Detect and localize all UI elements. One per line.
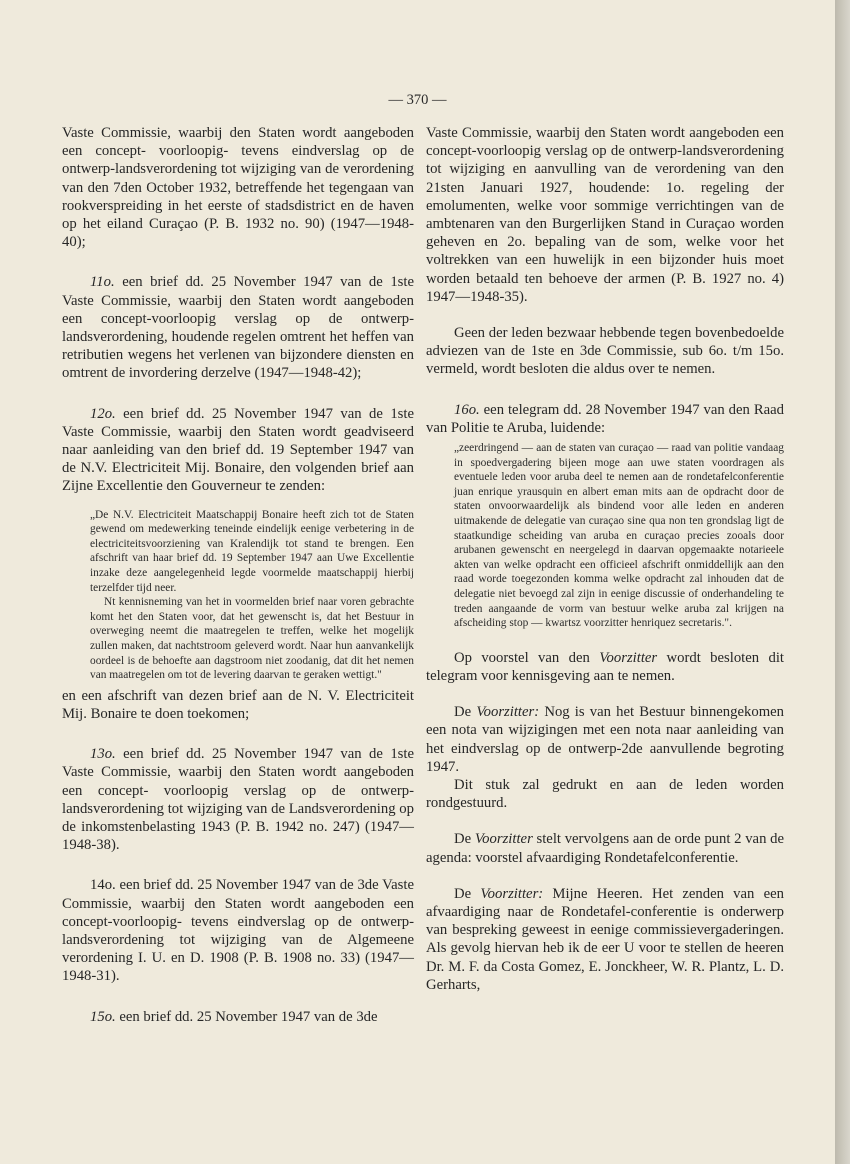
- left-column: [62, 124, 414, 1026]
- page-edge-shadow: [835, 0, 850, 1164]
- page-number: — 370 —: [388, 92, 447, 108]
- item-text: een brief dd. 25 November 1947 van de 1ste Vaste Commissie, waarbij den Staten wordt aangeboden een concept- voorloopig verslag op de ontwerp-landsverordening tot wijziging van de Landsverordening op de inkomstenbelasting 1943 (P. B. 1942 no. 247) (1947—1948-38).: [62, 746, 414, 854]
- item-number: 16o.: [454, 401, 480, 418]
- item-16: [426, 401, 784, 437]
- quoted-letter: [90, 508, 414, 683]
- item-text: een brief dd. 25 November 1947 van de 1ste Vaste Commissie, waarbij den Staten wordt geadviseerd naar aanleiding van den brief dd. 19 September 1947 van de N.V. Electriciteit Mij. Bonaire, den volgenden brief aan Zijne Excellentie den Gouverneur te zenden:: [62, 405, 414, 495]
- item-15: [62, 1008, 414, 1026]
- text-run: wordt besloten dit telegram voor kennisgeving aan te nemen.: [426, 649, 785, 684]
- text-run: Mijne Heeren. Het zenden van een afvaardiging naar de Rondetafel-conferentie is onderwerp van bespreking geweest in eenige commissievergaderingen. Als gevolg hiervan heb ik de eer U voor te stellen de heeren Dr. M. F. da Costa Gomez, E. Jonckheer, W. R. Plantz, L. D. Gerharts,: [426, 885, 784, 993]
- text-run: De: [454, 831, 475, 848]
- speaker-name: Voorzitter:: [480, 885, 544, 902]
- quote-paragraph-2: Nt kennisneming van het in voormelden brief naar voren gebrachte komt het den Staten voor, dat het gewenscht is, dat het Bestuur in overweging neemt die maatregelen te treffen, welke het mogelijk zullen maken, dat nachtstroom geleverd wordt. Naar hun aanvankelijk oordeel is de behoefte aan dagstroom niet zoodanig, dat dit het nemen van maatregelen om tot de levering daarvan te geraken wettigt.": [90, 596, 414, 682]
- item-14: 14o. een brief dd. 25 November 1947 van de 3de Vaste Commissie, waarbij den Staten wordt aangeboden een concept-voorloopig- tevens eindverslag op de ontwerp-landsverordening tot wijziging van de Algemeene verordening I. U. en D. 1908 (P. B. 1908 no. 33) (1947—1948-31).: [62, 877, 414, 985]
- item-number: 12o.: [90, 405, 116, 422]
- item-text: een brief dd. 25 November 1947 van de 3de: [115, 1008, 378, 1025]
- text-run: De: [454, 885, 481, 902]
- paragraph-chair-3: [426, 885, 784, 994]
- paragraph-after-quote: en een afschrift van dezen brief aan de N. V. Electriciteit Mij. Bonaire te doen toekomen;: [62, 687, 414, 722]
- paragraph-continuation: Vaste Commissie, waarbij den Staten wordt aangeboden een concept- voorloopig- tevens eindverslag op de ontwerp-landsverordening tot wijziging van de verordening van den 7den October 1932, betreffende het tegengaan van rookverspreiding in het eerste of stadsdistrict en de haven op het eiland Curaçao (P. B. 1932 no. 90) (1947—1948-40);: [62, 125, 414, 251]
- text-run: De: [454, 704, 477, 721]
- quote-paragraph-1: „De N.V. Electriciteit Maatschappij Bonaire heeft zich tot de Staten gewend om medewerking teneinde eindelijk eenige verbetering in de electriciteitsvoorziening van Kralendijk tot stand te brengen. Een afschrift van haar brief dd. 19 September 1947 aan Uwe Excellentie inzake deze aangelegenheid legde voormelde maatschappij hierbij terzelfder tijd neer.: [90, 508, 414, 594]
- speaker-name: Voorzitter:: [476, 704, 540, 721]
- text-run: Op voorstel van den: [454, 649, 600, 666]
- paragraph-distribution: Dit stuk zal gedrukt en aan de leden worden rondgestuurd.: [426, 776, 784, 812]
- item-number: 11o.: [90, 274, 115, 291]
- telegram-body: „zeerdringend — aan de staten van curaçao — raad van politie vandaag in spoedvergadering bijeen moge aan uwe staten voordragen als eventuele leden voor aruba deel te nemen aan de rondetafelconferentie juan enrique yrausquin en albert eman mits aan de opdracht door de staten onvoorwaardelijk als bindend voor alle leden en anderen uitmakende de delegatie van curaçao sine qua non ten grondslag ligt de staatkundige scheiding van aruba en curaçao precies zooals door arubanen gewenscht en neergelegd in daarvan opgemaakte notarieele akten van welke opdracht een officieel afschrift onmiddellijk aan den raad worde toegezonden komma welke opdracht zal inhouden dat de delegatie niet bevoegd zal zijn in eenige discussie of onderhandeling te treden aangaande de vorm van bestuur welke aruba zal krijgen na afscheiding stop — kwartsz voorzitter henriquez secretaris.".: [454, 442, 784, 630]
- paragraph-proposal: [426, 649, 784, 685]
- item-number: 15o.: [90, 1008, 116, 1025]
- speaker-name: Voorzitter: [599, 649, 658, 666]
- paragraph-chair-2: [426, 830, 784, 866]
- paragraph-continuation: Vaste Commissie, waarbij den Staten wordt aangeboden een concept-voorloopig verslag op de ontwerp-landsverordening tot wijziging en aanvulling van de verordening van den 21sten Januari 1927, houdende: 1o. regeling der emolumenten, welke voor sommige verrichtingen van de ambtenaren van den Burgerlijken Stand in Curaçao worden geheven en 2o. bepaling van de som, welke voor het voltrekken van een huwelijk in een bijzonder huis moet worden betaald ten behoeve der armen (P. B. 1927 no. 4) 1947—1948-35).: [426, 125, 784, 305]
- item-12: [62, 405, 414, 496]
- right-column: [426, 124, 784, 994]
- item-text: een brief dd. 25 November 1947 van de 1ste Vaste Commissie, waarbij den Staten wordt aangeboden een concept-voorloopig verslag op de ontwerp-landsverordening, houdende regelen omtrent het heffen van retributien wegens het verlenen van bijzondere diensten en omtrent de invordering derzelve (1947—1948-42);: [62, 274, 414, 382]
- telegram-text: [454, 441, 784, 631]
- item-number: 13o.: [90, 746, 116, 763]
- text-run: stelt vervolgens aan de orde punt 2 van de agenda: voorstel afvaardiging Rondetafelconferentie.: [426, 831, 784, 866]
- paragraph-no-objection: Geen der leden bezwaar hebbende tegen bovenbedoelde adviezen van de 1ste en 3de Commissie, sub 6o. t/m 15o. vermeld, wordt besloten die aldus over te nemen.: [426, 325, 784, 378]
- item-11: [62, 273, 414, 382]
- paragraph-chair-1: [426, 703, 784, 776]
- item-13: [62, 745, 414, 854]
- speaker-name: Voorzitter: [474, 831, 533, 848]
- text-run: Nog is van het Bestuur binnengekomen een nota van wijzigingen met een nota naar aanleiding van het eindverslag op de ontwerp-2de aanvullende begroting 1947.: [426, 704, 784, 775]
- item-text: een telegram dd. 28 November 1947 van den Raad van Politie te Aruba, luidende:: [426, 401, 784, 436]
